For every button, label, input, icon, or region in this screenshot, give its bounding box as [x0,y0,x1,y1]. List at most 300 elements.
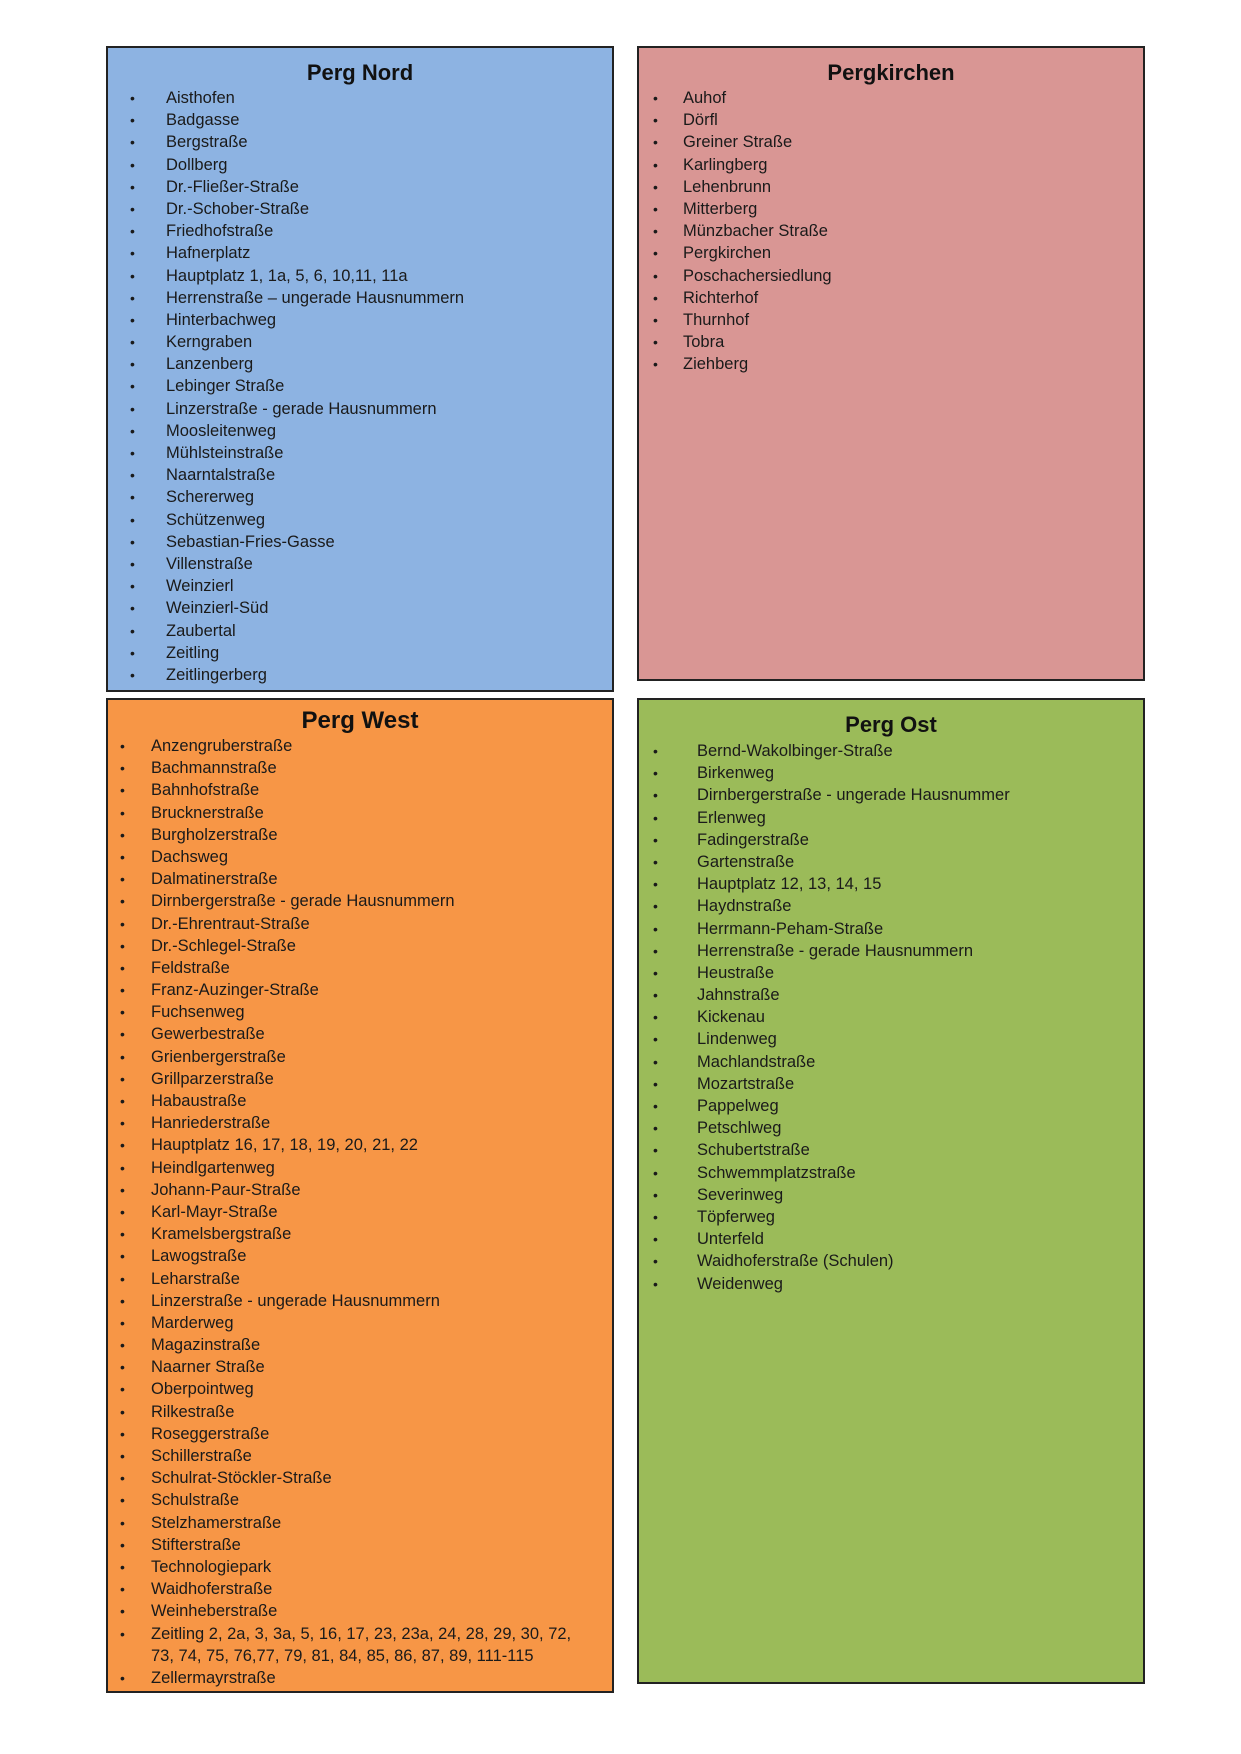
street-name: Lebinger Straße [166,377,285,396]
street-name: Gewerbestraße [151,1025,265,1044]
street-list-item [639,176,1143,198]
bullet-icon: • [653,853,658,870]
street-list-item [108,1312,612,1334]
bullet-icon: • [653,1031,658,1048]
street-name: Hauptplatz 16, 17, 18, 19, 20, 21, 22 [151,1136,418,1155]
street-list-item [639,895,1143,917]
street-name: Ziehberg [683,355,749,374]
bullet-icon: • [653,245,658,262]
street-list-item [108,1334,612,1356]
street-list-item [639,1250,1143,1272]
street-name: Technologiepark [151,1557,272,1576]
bullet-icon: • [653,311,658,328]
bullet-icon: • [653,178,658,195]
street-list-item [108,957,612,979]
bullet-icon: • [120,1625,125,1642]
street-list [639,87,1143,375]
street-name: Herrenstraße – ungerade Hausnummern [166,288,465,307]
bullet-icon: • [130,289,135,306]
street-name: Karl-Mayr-Straße [151,1202,278,1221]
street-name: Richterhof [683,288,759,307]
street-name: Grillparzerstraße [151,1069,274,1088]
street-list-item [108,642,612,664]
street-name: Birkenweg [697,764,775,783]
street-list-item [639,1028,1143,1050]
bullet-icon: • [653,156,658,173]
street-list-item [108,1290,612,1312]
street-name: Münzbacher Straße [683,222,828,241]
bullet-icon: • [130,467,135,484]
street-name: Greiner Straße [683,133,793,152]
street-list-item [108,309,612,331]
street-list-item [108,265,612,287]
bullet-icon: • [120,1492,125,1509]
bullet-icon: • [653,1053,658,1070]
street-list-item [108,87,612,109]
bullet-icon: • [653,1098,658,1114]
bullet-icon: • [653,987,658,1004]
street-list-item [639,1139,1143,1161]
street-name: Lehenbrunn [683,177,772,196]
street-list-item [108,802,612,824]
street-name: Weinheberstraße [151,1602,278,1621]
street-list-item [639,1162,1143,1184]
street-name: Schwemmplatzstraße [697,1163,856,1182]
street-name: Dachsweg [151,847,229,866]
street-name: Burgholzerstraße [151,825,278,844]
bullet-icon: • [653,1231,658,1248]
street-list-item [108,398,612,420]
bullet-icon: • [120,1270,125,1287]
street-name: Bergstraße [166,133,248,152]
street-list-item [108,353,612,375]
street-name: Aisthofen [166,89,235,107]
street-list-item [108,553,612,575]
street-list-item [108,1046,612,1068]
street-name: Dr.-Schober-Straße [166,199,310,218]
street-name: Lanzenberg [166,355,254,374]
street-list-item [108,979,612,1001]
street-list-item [108,242,612,264]
street-list-item [639,154,1143,176]
street-name: Dörfl [683,111,718,130]
street-name: Haydnstraße [697,897,792,916]
bullet-icon: • [120,1026,125,1043]
bullet-icon: • [130,223,135,240]
bullet-icon: • [130,578,135,595]
bullet-icon: • [120,1314,125,1331]
street-name: Kickenau [697,1008,765,1027]
street-name: Fuchsenweg [151,1003,245,1022]
street-list-item [108,1245,612,1267]
street-list-item [108,1512,612,1534]
street-list-item [639,1006,1143,1028]
street-name: Schützenweg [166,510,266,529]
bullet-icon: • [120,1181,125,1198]
street-name: Hinterbachweg [166,310,277,329]
street-name: Grienbergerstraße [151,1047,286,1066]
street-list-item [108,1667,612,1689]
street-list-item [639,87,1143,109]
bullet-icon: • [120,1470,125,1487]
street-name: Kerngraben [166,333,253,352]
street-name: Petschlweg [697,1119,782,1138]
bullet-icon: • [130,156,135,173]
street-name: Bachmannstraße [151,759,277,778]
street-list-item [639,918,1143,940]
street-name: Severinweg [697,1185,784,1204]
street-name: Zellermayrstraße [151,1668,276,1687]
street-list-item [108,620,612,642]
street-name: Badgasse [166,111,240,130]
bullet-icon: • [653,134,658,151]
street-name: Johann-Paur-Straße [151,1180,301,1199]
bullet-icon: • [130,555,135,572]
street-list [108,87,612,686]
street-list-item [108,1467,612,1489]
bullet-icon: • [130,134,135,151]
bullet-icon: • [130,400,135,417]
street-name: Friedhofstraße [166,222,274,241]
bullet-icon: • [120,982,125,999]
bullet-icon: • [120,893,125,910]
street-name: Dr.-Ehrentraut-Straße [151,914,310,933]
bullet-icon: • [653,112,658,129]
street-name: Pergkirchen [683,244,772,263]
bullet-icon: • [120,871,125,888]
bullet-icon: • [653,267,658,284]
street-name: Naarner Straße [151,1358,265,1377]
bullet-icon: • [653,289,658,306]
bullet-icon: • [120,1514,125,1531]
street-list-item [639,1184,1143,1206]
bullet-icon: • [120,1248,125,1265]
street-name: Rilkestraße [151,1402,235,1421]
street-list-item [108,531,612,553]
street-list-item [108,176,612,198]
bullet-icon: • [120,1669,125,1686]
street-name: Naarntalstraße [166,466,276,485]
street-name: Unterfeld [697,1230,764,1249]
bullet-icon: • [653,876,658,893]
street-name: Zeitling [166,643,220,662]
street-name: Karlingberg [683,155,768,174]
street-list-item [108,1578,612,1600]
street-list-item [639,242,1143,264]
street-list-item [639,309,1143,331]
bullet-icon: • [653,1142,658,1159]
bullet-icon: • [653,1009,658,1026]
district-box-pergkirchen [637,46,1145,681]
bullet-icon: • [120,1337,125,1354]
bullet-icon: • [653,356,658,373]
bullet-icon: • [120,1203,125,1220]
street-name: Heustraße [697,963,775,982]
bullet-icon: • [653,942,658,959]
bullet-icon: • [130,112,135,129]
street-name: Hanriederstraße [151,1114,271,1133]
street-list-item [639,1073,1143,1095]
street-name: Dirnbergerstraße - ungerade Hausnummer [697,786,1010,805]
district-title: Perg Nord [306,60,414,85]
bullet-icon: • [120,1137,125,1154]
bullet-icon: • [120,1403,125,1420]
street-list-item [639,131,1143,153]
street-list-item [108,1423,612,1445]
bullet-icon: • [653,765,658,782]
street-list-item [639,287,1143,309]
bullet-icon: • [130,356,135,373]
street-name: Mitterberg [683,199,758,218]
bullet-icon: • [120,1536,125,1553]
street-name: Poschachersiedlung [683,266,832,285]
street-name: Stifterstraße [151,1535,241,1554]
street-list-item [639,984,1143,1006]
bullet-icon: • [120,804,125,821]
street-name: Weidenweg [697,1274,783,1293]
bullet-icon: • [120,782,125,799]
bullet-icon: • [653,1075,658,1092]
street-list-item [108,1356,612,1378]
bullet-icon: • [653,1275,658,1292]
street-name: Stelzhamerstraße [151,1513,282,1532]
bullet-icon: • [130,622,135,639]
bullet-icon: • [120,1070,125,1087]
street-list-item [108,890,612,912]
street-list-item [639,1228,1143,1250]
bullet-icon: • [120,1603,125,1620]
bullet-icon: • [130,267,135,284]
street-list-item [108,220,612,242]
bullet-icon: • [120,959,125,976]
street-list-item [108,735,612,757]
street-name: Dr.-Schlegel-Straße [151,936,296,955]
bullet-icon: • [653,223,658,240]
street-name: Waidhoferstraße [151,1580,273,1599]
bullet-icon: • [120,826,125,843]
street-name: Roseggerstraße [151,1424,270,1443]
bullet-icon: • [120,1093,125,1109]
street-name: Schererweg [166,488,255,507]
bullet-icon: • [120,1425,125,1442]
street-name: Mühlsteinstraße [166,444,284,462]
street-list-item [108,1401,612,1423]
bullet-icon: • [653,1164,658,1181]
bullet-icon: • [130,533,135,550]
bullet-icon: • [120,1292,125,1309]
street-list-item [108,1001,612,1023]
street-name: Franz-Auzinger-Straße [151,981,319,1000]
bullet-icon: • [653,809,658,826]
street-list-item [639,265,1143,287]
street-list-item [108,420,612,442]
street-name: Schulrat-Stöckler-Straße [151,1469,332,1488]
bullet-icon: • [130,178,135,195]
bullet-icon: • [130,511,135,528]
street-name: Jahnstraße [697,986,780,1005]
street-name: Thurnhof [683,310,750,329]
bullet-icon: • [130,445,135,461]
street-name: Heindlgartenweg [151,1158,275,1177]
street-list-item [108,1201,612,1223]
street-list-item [108,1157,612,1179]
street-name: Moosleitenweg [166,421,277,440]
street-name: Leharstraße [151,1269,240,1288]
street-name: Gartenstraße [697,852,795,871]
street-name: Mozartstraße [697,1074,795,1093]
bullet-icon: • [120,1581,125,1598]
street-list-item [639,1095,1143,1117]
street-name: Linzerstraße - gerade Hausnummern [166,399,437,418]
bullet-icon: • [653,1208,658,1225]
street-list-item [108,1090,612,1112]
street-name: Dalmatinerstraße [151,870,278,889]
street-list-item [108,154,612,176]
street-name: Tobra [683,333,725,352]
district-box-perg-ost [637,698,1145,1684]
bullet-icon: • [653,200,658,217]
street-list-item [108,1378,612,1400]
street-list-item [108,1489,612,1511]
street-list-item [108,824,612,846]
street-list-item [108,1112,612,1134]
street-list-item [108,1600,612,1622]
street-name: Brucknerstraße [151,803,264,822]
street-name: Fadingerstraße [697,830,809,849]
bullet-icon: • [653,1120,658,1137]
bullet-icon: • [130,90,135,106]
street-name: Erlenweg [697,808,766,827]
bullet-icon: • [653,920,658,937]
bullet-icon: • [130,378,135,395]
street-list-item [108,442,612,464]
street-list-item [639,940,1143,962]
bullet-icon: • [120,848,125,865]
street-name: Herrenstraße - gerade Hausnummern [697,941,974,960]
street-name: Hauptplatz 1, 1a, 5, 6, 10,11, 11a [166,266,408,285]
street-name: Auhof [683,89,727,107]
street-name: Zeitling 2, 2a, 3, 3a, 5, 16, 17, 23, 23a, 24, 28, 29, 30, 72, 73, 74, 75, 76,77, 79, 81, 84, 85, 86, 87, 89, 111-115 [151,1624,572,1665]
street-name: Kramelsbergstraße [151,1225,292,1244]
street-list-item [108,287,612,309]
street-list [108,735,612,1689]
street-list-item [108,331,612,353]
street-list-item [639,829,1143,851]
street-list-item [639,220,1143,242]
bullet-icon: • [653,1186,658,1203]
bullet-icon: • [120,915,125,932]
street-name: Zaubertal [166,621,236,640]
street-list-item [108,1179,612,1201]
street-name: Weinzierl-Süd [166,599,269,618]
street-list-item [108,757,612,779]
street-name: Habaustraße [151,1092,247,1110]
street-list-item [108,464,612,486]
bullet-icon: • [130,644,135,661]
street-name: Waidhoferstraße (Schulen) [697,1252,894,1271]
street-list-item [108,1623,612,1667]
street-list-item [108,1134,612,1156]
street-list-item [639,851,1143,873]
street-list-item [639,1051,1143,1073]
street-list-item [639,353,1143,375]
street-list-item [108,1023,612,1045]
street-list-item [108,131,612,153]
street-name: Magazinstraße [151,1336,261,1355]
bullet-icon: • [130,422,135,439]
bullet-icon: • [130,200,135,217]
street-list-item [108,1534,612,1556]
street-name: Dirnbergerstraße - gerade Hausnummern [151,892,455,911]
street-list-item [639,962,1143,984]
street-name: Schillerstraße [151,1447,252,1465]
bullet-icon: • [653,90,658,106]
street-name: Pappelweg [697,1097,779,1115]
street-list-item [108,846,612,868]
street-list-item [639,109,1143,131]
bullet-icon: • [653,831,658,848]
street-name: Lindenweg [697,1030,777,1049]
street-list-item [639,1206,1143,1228]
bullet-icon: • [120,760,125,777]
street-list-item [108,486,612,508]
street-list [639,740,1143,1295]
district-title: Perg West [301,707,419,734]
bullet-icon: • [120,1448,125,1464]
street-list-item [108,779,612,801]
street-list-item [639,807,1143,829]
street-list-item [108,1268,612,1290]
bullet-icon: • [120,1004,125,1021]
street-list-item [108,1068,612,1090]
street-list-item [108,198,612,220]
district-box-perg-west [106,698,614,1693]
street-name: Anzengruberstraße [151,737,293,755]
street-name: Sebastian-Fries-Gasse [166,532,335,551]
bullet-icon: • [653,743,658,759]
street-list-item [108,913,612,935]
bullet-icon: • [130,311,135,328]
bullet-icon: • [120,1381,125,1398]
street-name: Weinzierl [166,577,234,596]
street-name: Bernd-Wakolbinger-Straße [697,742,893,760]
street-name: Marderweg [151,1313,234,1332]
district-box-perg-nord [106,46,614,692]
bullet-icon: • [120,937,125,954]
bullet-icon: • [130,489,135,506]
bullet-icon: • [653,334,658,351]
street-name: Linzerstraße - ungerade Hausnummern [151,1291,440,1310]
street-list-item [108,1445,612,1467]
street-name: Machlandstraße [697,1052,816,1071]
street-list-item [639,873,1143,895]
bullet-icon: • [120,738,125,754]
bullet-icon: • [653,787,658,804]
street-list-item [108,1223,612,1245]
bullet-icon: • [130,245,135,262]
street-name: Hauptplatz 12, 13, 14, 15 [697,875,882,894]
street-name: Hafnerplatz [166,244,251,263]
bullet-icon: • [120,1359,125,1376]
street-list-item [108,935,612,957]
street-list-item [108,1556,612,1578]
street-list-item [108,597,612,619]
street-list-item [108,509,612,531]
street-list-item [639,784,1143,806]
street-list-item [108,664,612,686]
street-name: Schulstraße [151,1491,240,1510]
bullet-icon: • [130,666,135,683]
